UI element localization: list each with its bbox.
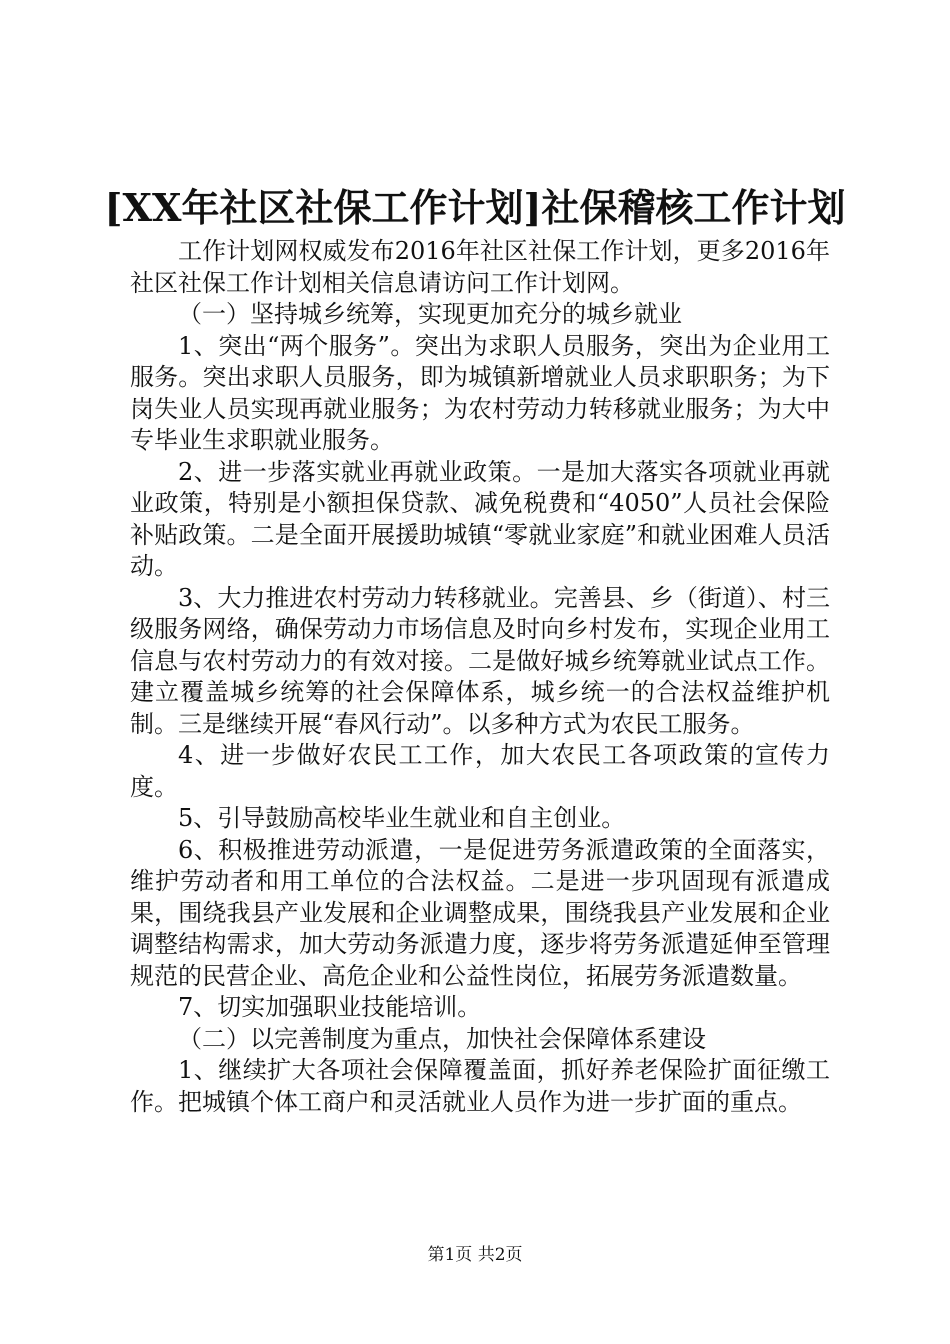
- section-heading-2: （二）以完善制度为重点，加快社会保障体系建设: [178, 1024, 706, 1053]
- paragraph-item-5: 5、引导鼓励高校毕业生就业和自主创业。: [178, 804, 626, 832]
- document-title: [XX年社区社保工作计划]社保稽核工作计划: [104, 185, 846, 230]
- paragraph-item-7: 7、切实加强职业技能培训。: [178, 993, 482, 1021]
- paragraph-item-2-1: 1、继续扩大各项社会保障覆盖面，抓好养老保险扩面征缴工作。把城镇个体工商户和灵活就业人员作为进一步扩面的重点。: [130, 1056, 830, 1116]
- paragraph-item-2: 2、进一步落实就业再就业政策。一是加大落实各项就业再就业政策，特别是小额担保贷款、减免税费和“4050”人员社会保险补贴政策。二是全面开展援助城镇“零就业家庭”和就业困难人员活动。: [130, 457, 830, 580]
- paragraph-item-3: 3、大力推进农村劳动力转移就业。完善县、乡（街道）、村三级服务网络，确保劳动力市场信息及时向乡村发布，实现企业用工信息与农村劳动力的有效对接。二是做好城乡统筹就业试点工作。建立覆盖城乡统筹的社会保障体系，城乡统一的合法权益维护机制。三是继续开展“春风行动”。以多种方式为农民工服务。: [130, 583, 830, 738]
- page-number-footer: 第1页 共2页: [427, 1245, 523, 1265]
- intro-paragraph: 工作计划网权威发布2016年社区社保工作计划，更多2016年社区社保工作计划相关信息请访问工作计划网。: [130, 237, 830, 297]
- document-body: [130, 236, 830, 1118]
- paragraph-item-6: 6、积极推进劳动派遣，一是促进劳务派遣政策的全面落实，维护劳动者和用工单位的合法权益。二是进一步巩固现有派遣成果，围绕我县产业发展和企业调整成果，围绕我县产业发展和企业调整结构需求，加大劳动务派遣力度，逐步将劳务派遣延伸至管理规范的民营企业、高危企业和公益性岗位，拓展劳务派遣数量。: [130, 835, 830, 990]
- paragraph-item-4: 4、进一步做好农民工工作，加大农民工各项政策的宣传力度。: [130, 741, 830, 801]
- paragraph-item-1: 1、突出“两个服务”。突出为求职人员服务，突出为企业用工服务。突出求职人员服务，即为城镇新增就业人员求职职务；为下岗失业人员实现再就业服务；为农村劳动力转移就业服务；为大中专毕业生求职就业服务。: [130, 331, 830, 454]
- section-heading-1: （一）坚持城乡统筹，实现更加充分的城乡就业: [178, 300, 682, 328]
